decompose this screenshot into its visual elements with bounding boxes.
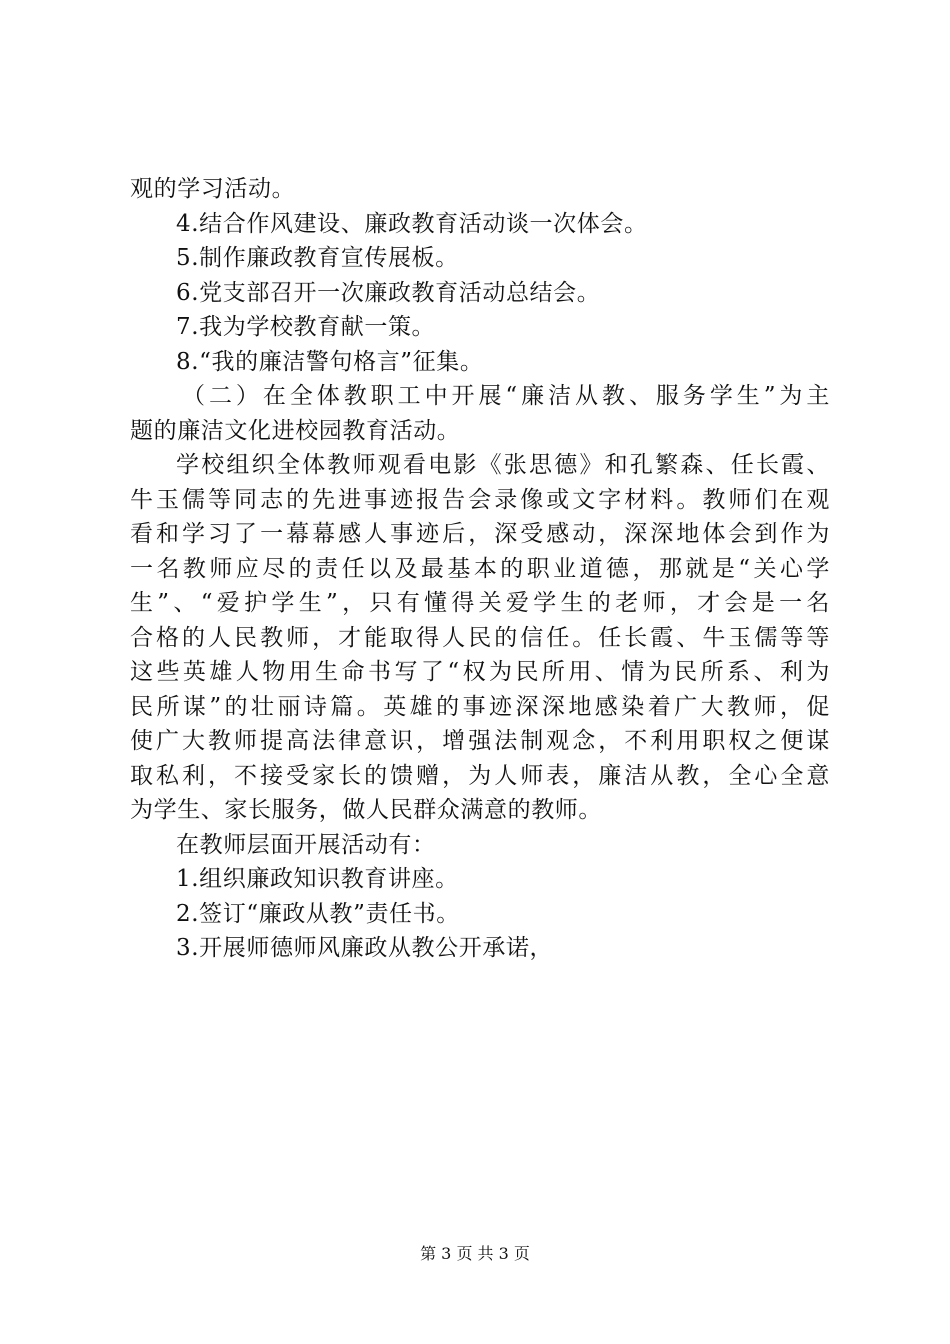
list-item: 5.制作廉政教育宣传展板。 [176,245,459,271]
text-line: 在教师层面开展活动有： [176,831,436,858]
list-item: 3.开展师德师风廉政从教公开承诺， [176,935,554,961]
paragraph-line: 使广大教师提高法律意识，增强法制观念，不利用职权之便谋 [130,728,830,754]
paragraph-line: 取私利，不接受家长的馈赠，为人师表，廉洁从教，全心全意 [130,762,830,789]
paragraph-line: 民所谋”的壮丽诗篇。英雄的事迹深深地感染着广大教师，促 [130,693,830,720]
list-item: 7.我为学校教育献一策。 [176,314,436,340]
list-item: 2.签订“廉政从教”责任书。 [176,900,460,927]
document-body [130,172,830,966]
list-item: 4.结合作风建设、廉政教育活动谈一次体会。 [176,210,648,237]
paragraph-line: 一名教师应尽的责任以及最基本的职业道德，那就是“关心学 [130,555,830,582]
text-line: 观的学习活动。 [130,176,296,202]
paragraph-line: 看和学习了一幕幕感人事迹后，深受感动，深深地体会到作为 [130,521,830,547]
list-item: 6.党支部召开一次廉政教育活动总结会。 [176,279,601,306]
list-item: 1.组织廉政知识教育讲座。 [176,866,459,892]
section-heading-continued: 题的廉洁文化进校园教育活动。 [130,417,461,444]
list-item: 8.“我的廉洁警句格言”征集。 [176,348,484,375]
section-heading: （二）在全体教职工中开展“廉洁从教、服务学生”为主 [182,383,830,409]
page-number-footer: 第 3 页 共 3 页 [420,1244,530,1263]
paragraph-line: 学校组织全体教师观看电影《张思德》和孔繁森、任长霞、 [176,452,830,478]
paragraph-line: 这些英雄人物用生命书写了“权为民所用、情为民所系、利为 [130,659,830,685]
paragraph-line: 合格的人民教师，才能取得人民的信任。任长霞、牛玉儒等等 [130,624,830,651]
paragraph-line: 生”、“爱护学生”，只有懂得关爱学生的老师，才会是一名 [130,590,830,616]
paragraph-line: 为学生、家长服务，做人民群众满意的教师。 [130,797,602,823]
paragraph-line: 牛玉儒等同志的先进事迹报告会录像或文字材料。教师们在观 [130,486,830,513]
